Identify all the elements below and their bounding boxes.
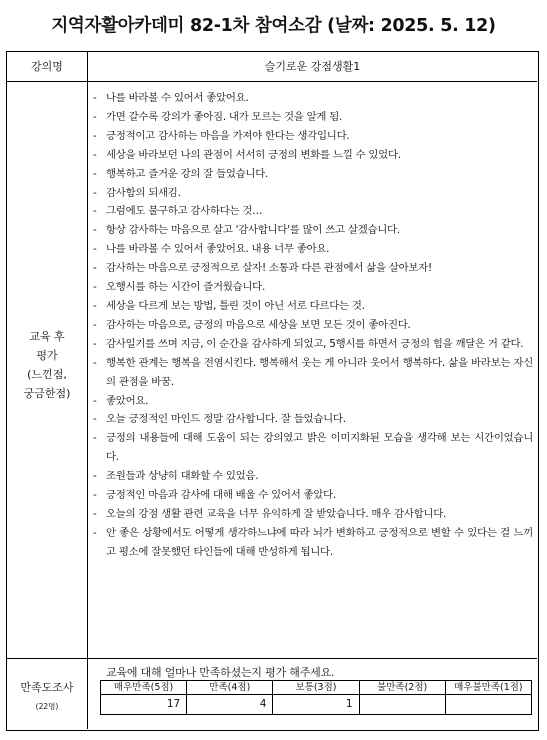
feedback-item	[93, 278, 533, 297]
feedback-text: 감사하는 마음으로, 긍정의 마음으로 세상을 보면 모든 것이 좋아진다.	[106, 318, 411, 331]
feedback-text: 나를 바라볼 수 있어서 좋았어요.	[106, 92, 249, 104]
count-cell	[445, 695, 531, 715]
bullet-dash: -	[93, 129, 97, 142]
count-cell: 17	[101, 695, 187, 715]
feedback-item	[93, 467, 533, 486]
feedback-text: 감사하는 마음으로 긍정적으로 살자! 소통과 다른 관점에서 삶을 살아보자!	[106, 262, 432, 275]
feedback-item	[93, 335, 533, 354]
column-header: 만족(4점)	[187, 681, 273, 695]
column-header: 매우불만족(1점)	[445, 681, 531, 695]
page-title: 지역자활아카데미 82-1차 참여소감 (날짜: 2025. 5. 12)	[51, 16, 496, 36]
bullet-dash: -	[93, 507, 97, 520]
feedback-item	[93, 316, 533, 335]
feedback-item	[93, 429, 533, 467]
bullet-dash: -	[93, 432, 97, 445]
feedback-text: 세상을 바라보던 나의 관점이 서서히 긍정의 변화를 느낄 수 있었다.	[106, 148, 401, 161]
satisfaction-header-row	[101, 681, 532, 695]
count-cell	[359, 695, 445, 715]
bullet-dash: -	[93, 413, 97, 426]
feedback-item	[93, 146, 533, 165]
bullet-dash: -	[93, 243, 97, 256]
bullet-dash: -	[93, 110, 97, 123]
feedback-text: 감사일기를 쓰며 지금, 이 순간을 감사하게 되었고, 5행시를 하면서 긍정의 힘을 깨달은 거 같다.	[106, 337, 524, 350]
bullet-dash: -	[93, 167, 97, 180]
feedback-text: 긍정의 내용들에 대해 도움이 되는 강의였고 밝은 이미지화된 모습을 생각해 보는 시간이었습니다.	[106, 432, 533, 464]
column-header: 불만족(2점)	[359, 681, 445, 695]
feedback-text: 행복하고 즐거운 강의 잘 들었습니다.	[106, 167, 269, 180]
feedback-text: 긍정적인 마음과 감사에 대해 배울 수 있어서 좋았다.	[106, 489, 336, 502]
feedback-item	[93, 297, 533, 316]
feedback-item	[93, 259, 533, 278]
evaluation-label-line: 평가	[36, 349, 58, 362]
feedback-item	[93, 392, 533, 411]
feedback-text: 오행시를 하는 시간이 즐거웠습니다.	[106, 281, 266, 294]
feedback-item	[93, 202, 533, 221]
column-header: 매우만족(5점)	[101, 681, 187, 695]
feedback-text: 그럼에도 불구하고 감사하다는 것…	[106, 205, 263, 218]
feedback-text: 가면 갈수록 강의가 좋아짐. 내가 모르는 것을 알게 됨.	[106, 110, 343, 123]
feedback-text: 항상 감사하는 마음으로 살고 '감사합니다'를 많이 쓰고 살겠습니다.	[106, 224, 400, 237]
feedback-item	[93, 410, 533, 429]
feedback-text: 오늘 긍정적인 마인드 정말 감사합니다. 잘 들었습니다.	[106, 413, 346, 426]
bullet-dash: -	[93, 186, 97, 199]
feedback-item	[93, 354, 533, 392]
bullet-dash: -	[93, 299, 97, 312]
bullet-dash: -	[93, 262, 97, 275]
bullet-dash: -	[93, 337, 97, 350]
bullet-dash: -	[93, 224, 97, 237]
survey-table	[6, 51, 539, 731]
satisfaction-value-row	[101, 695, 532, 715]
bullet-dash: -	[93, 318, 97, 331]
course-name: 슬기로운 강점생활1	[264, 60, 361, 73]
feedback-text: 세상을 다르게 보는 방법, 틀린 것이 아닌 서로 다르다는 것.	[106, 299, 365, 312]
bullet-dash: -	[93, 526, 97, 539]
bullet-dash: -	[93, 92, 97, 104]
evaluation-label	[7, 327, 87, 403]
satisfaction-row	[7, 659, 537, 729]
feedback-text: 감사함의 되새김.	[106, 186, 181, 199]
feedback-text: 안 좋은 상황에서도 어떻게 생각하느냐에 따라 뇌가 변화하고 긍정적으로 변할 수 있다는 걸 느끼고 평소에 잘못했던 타인들에 대해 반성하게 됩니다.	[106, 526, 533, 558]
feedback-item	[93, 184, 533, 203]
satisfaction-table	[100, 680, 532, 715]
feedback-text: 긍정적이고 감사하는 마음을 가져야 한다는 생각입니다.	[106, 129, 350, 142]
evaluation-label-line: (느낀점,	[27, 368, 67, 381]
feedback-item	[93, 165, 533, 184]
evaluation-label-line: 궁금한점)	[23, 387, 71, 400]
feedback-list	[93, 89, 533, 562]
column-header: 보통(3점)	[273, 681, 359, 695]
feedback-item	[93, 108, 533, 127]
count-cell: 4	[187, 695, 273, 715]
bullet-dash: -	[93, 148, 97, 161]
feedback-text: 오늘의 강점 생활 관련 교육을 너무 유익하게 잘 받았습니다. 매우 감사합니다.	[106, 507, 447, 520]
feedback-text: 행복한 관계는 행복을 전염시킨다. 행복해서 웃는 게 아니라 웃어서 행복하다. 삶을 바라보는 자신의 관점을 바꿈.	[106, 356, 533, 388]
course-row	[7, 52, 537, 82]
feedback-item	[93, 505, 533, 524]
bullet-dash: -	[93, 281, 97, 294]
feedback-item	[93, 524, 533, 562]
bullet-dash: -	[93, 489, 97, 502]
feedback-item	[93, 240, 533, 259]
respondent-count: (22명)	[35, 702, 59, 711]
bullet-dash: -	[93, 394, 97, 407]
bullet-dash: -	[93, 470, 97, 483]
feedback-item	[93, 486, 533, 505]
feedback-item	[93, 221, 533, 240]
evaluation-label-line: 교육 후	[29, 330, 65, 343]
satisfaction-label: 만족도조사	[20, 681, 74, 694]
bullet-dash: -	[93, 205, 97, 218]
evaluation-row	[7, 82, 537, 659]
feedback-text: 조원들과 상냥히 대화할 수 있었음.	[106, 470, 259, 483]
course-label: 강의명	[31, 60, 63, 73]
feedback-text: 좋았어요.	[106, 394, 149, 407]
count-cell: 1	[273, 695, 359, 715]
feedback-item	[93, 89, 533, 108]
satisfaction-question: 교육에 대해 얼마나 만족하셨는지 평가 해주세요.	[106, 666, 335, 679]
feedback-item	[93, 127, 533, 146]
bullet-dash: -	[93, 356, 97, 369]
feedback-text: 나를 바라볼 수 있어서 좋았어요. 내용 너무 좋아요.	[106, 243, 330, 256]
